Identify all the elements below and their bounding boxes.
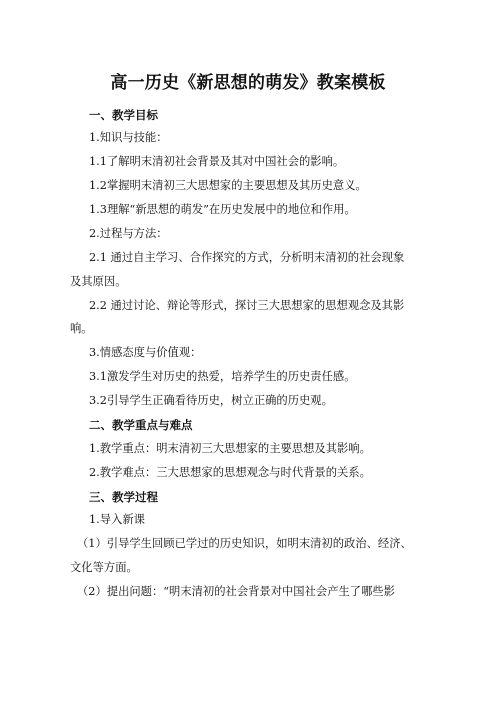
document-title: 高一历史《新思想的萌发》教案模板: [110, 73, 386, 93]
text-line: 2.2 通过讨论、辩论等形式，探讨三大思想家的思想观念及其影: [89, 299, 405, 312]
text-line: 1.知识与技能：: [89, 131, 168, 144]
text-line: （1）引导学生回顾已学过的历史知识，如明末清初的政治、经济、: [77, 537, 412, 550]
text-line: 3.情感态度与价值观：: [89, 346, 202, 359]
text-line: 1.3理解“新思想的萌发”在历史发展中的地位和作用。: [89, 203, 356, 216]
text-line: 1.教学重点：明末清初三大思想家的主要思想及其影响。: [89, 442, 371, 455]
text-line: 响。: [70, 322, 93, 335]
section-heading-objectives: 一、教学目标: [89, 108, 158, 122]
text-line: 1.导入新课: [89, 513, 145, 526]
text-line: 3.1激发学生对历史的热爱，培养学生的历史责任感。: [89, 370, 356, 383]
text-line: 2.1 通过自主学习、合作探究的方式，分析明末清初的社会现象: [89, 251, 405, 264]
text-line: 1.2掌握明末清初三大思想家的主要思想及其历史意义。: [89, 179, 367, 192]
text-line: （2）提出问题：“明末清初的社会背景对中国社会产生了哪些影: [77, 585, 395, 598]
section-heading-process: 三、教学过程: [89, 490, 158, 504]
text-line: 文化等方面。: [70, 561, 138, 574]
section-heading-key-points: 二、教学重点与难点: [89, 418, 193, 432]
text-line: 3.2引导学生正确看待历史，树立正确的历史观。: [89, 394, 333, 407]
text-line: 1.1了解明末清初社会背景及其对中国社会的影响。: [89, 155, 345, 168]
text-line: 2.过程与方法：: [89, 227, 168, 240]
text-line: 及其原因。: [70, 275, 127, 288]
text-line: 2.教学难点：三大思想家的思想观念与时代背景的关系。: [89, 466, 371, 479]
